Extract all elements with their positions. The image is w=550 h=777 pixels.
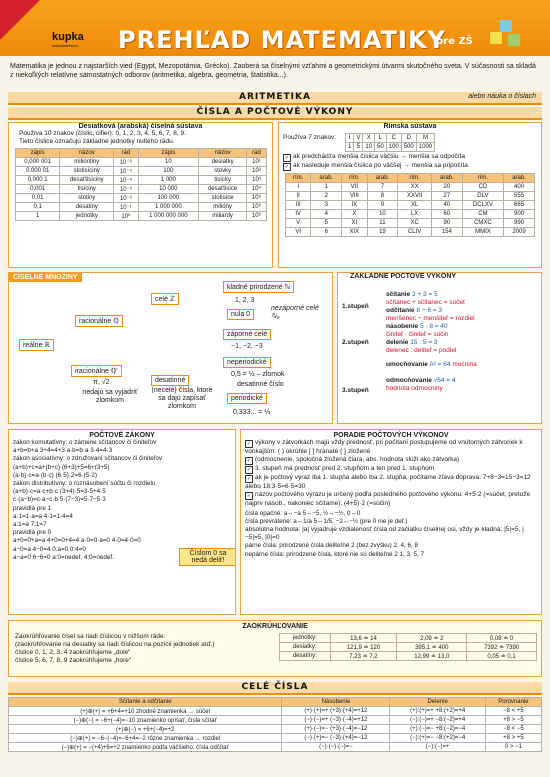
rims-sym-cell: 500: [401, 143, 416, 152]
cele-row: [9, 707, 542, 716]
desiat-cell: 10⁻³: [114, 185, 138, 194]
cele-cell: 0 > −1: [485, 743, 541, 752]
desiatkova-title: Desiatková (arabská) číselná sústava: [78, 123, 203, 130]
zaokr-cell: desatiny:: [280, 652, 331, 661]
desiat-cell: 0,01: [16, 194, 60, 203]
rims-cell: XIX: [342, 228, 367, 237]
rims-cell: 9: [367, 201, 398, 210]
zakon-line: c·(a−b)=c·a−c·b 5·(7−3)=5·7−5·3: [13, 496, 106, 504]
rims-cell: LX: [398, 210, 432, 219]
rims-cell: II: [286, 192, 311, 201]
rims-cell: 7: [367, 183, 398, 192]
cele-row: [9, 725, 542, 734]
cele-cell: (−)·(−)·(−)=−: [282, 743, 390, 752]
rims-cell: VII: [342, 183, 367, 192]
neparne: nepárne čísla: prirodzené čísla, ktoré nie sú deliteľné 2 1, 3, 5, 7: [245, 550, 424, 558]
realne-box: reálne ℝ: [19, 339, 54, 351]
rims-cell: 19: [367, 228, 398, 237]
zaokr-row: [280, 643, 537, 652]
section-cisla: [8, 107, 542, 120]
poradie-line: ✓ ak je počtový výraz iba 1. stupňa alebo iba 2. stupňa, počítame zľava doprava: 7+8−3=15−3=12 alebo 18:3·5=6·5=30: [245, 474, 531, 490]
rims-cell: 11: [367, 219, 398, 228]
rims-cell: 900: [504, 210, 535, 219]
rims-cell: 5: [311, 219, 342, 228]
zakon-line: (a·b)·c=a·(b·c) (6·5)·2=6·(5·2): [13, 471, 97, 479]
zakon-line: zákon komutatívny: o zámene sčítancov či činiteľov: [13, 439, 157, 446]
desatinne-cislo: desatinné číslo: [237, 381, 284, 388]
poradie-line: ✓ 3. stupeň má prednosť pred 2. stupňom a ten pred 1. stupňom: [246, 465, 435, 473]
rims-cell: 6: [311, 228, 342, 237]
cele-cell: −8 < −5: [485, 725, 541, 734]
desiat-cell: 1 000 000: [138, 203, 199, 212]
zaokr-cell: 13,6 ≐ 14: [330, 634, 397, 643]
zaokr-cell: 0,05 ≐ 0,1: [467, 652, 537, 661]
zakladne-title: ZÁKLADNÉ POČTOVÉ VÝKONY: [350, 273, 457, 280]
rims-cell: 2: [311, 192, 342, 201]
rimska-rule1: ✓ ak predchádza menšia číslica väčšiu → menšia sa odpočíta: [284, 153, 465, 161]
kladne-box: kladné prirodzené ℕ: [223, 281, 294, 293]
rims-sym-cell: M: [416, 134, 434, 143]
zaokr-cell: 121,9 ≐ 120: [330, 643, 397, 652]
rims-cell: CLIV: [398, 228, 432, 237]
corner-badge: [0, 0, 40, 40]
rims-cell: 990: [504, 219, 535, 228]
desiat-cell: 0,000 1: [16, 176, 60, 185]
desiat-cell: 10¹: [247, 158, 267, 167]
zakon-line: zákon asociatívny: o združovaní sčítancov či činiteľov: [13, 455, 163, 463]
rims-row: [286, 183, 535, 192]
zakladne-panel: [337, 272, 542, 424]
desiat-cell: jednotky: [60, 212, 114, 221]
desiat-cell: tisícky: [199, 176, 247, 185]
rims-cell: VIII: [342, 192, 367, 201]
rims-cell: XX: [398, 183, 432, 192]
racionalne-box: racionálne ℚ: [75, 315, 123, 327]
zakon-line: a−a=0 6−6=0 a:0=nedef. 4:0=nedef.: [13, 553, 114, 561]
rims-sym-cell: C: [386, 134, 401, 143]
rims-cell: 27: [431, 192, 462, 201]
desiat-cell: 10⁰: [114, 212, 138, 221]
rims-cell: I: [286, 183, 311, 192]
desiat-cell: 10⁻⁴: [114, 176, 138, 185]
rims-cell: 154: [431, 228, 462, 237]
cele-cell: (−)⊕(+) = −6−(−4)=−6+4=−2 rôzne znamienka → rozdiel: [9, 734, 282, 743]
cele-header: Porovnanie: [485, 698, 541, 707]
cele-row: [9, 734, 542, 743]
desiat-header: názov: [199, 149, 247, 158]
desiat-cell: 0,1: [16, 203, 60, 212]
poradie-panel: [240, 429, 542, 615]
rims-cell: XI: [342, 219, 367, 228]
desiat-cell: milióny: [199, 203, 247, 212]
desiat-cell: 10: [138, 158, 199, 167]
cele-header: Sčítanie a odčítanie: [9, 698, 282, 707]
rims-cell: V: [286, 219, 311, 228]
zero-bubble: Číslom 0 sa nedá deliť!: [179, 548, 236, 566]
rims-cell: 4: [311, 210, 342, 219]
desiat-header: zápis: [138, 149, 199, 158]
rimska-rule2: ✓ ak nasleduje menšia číslica po väčšej → menšia sa pripočíta: [284, 162, 468, 170]
desiat-cell: 0,000 01: [16, 167, 60, 176]
zaokr-cell: jednotky:: [280, 634, 331, 643]
rims-cell: XL: [398, 201, 432, 210]
aritmetika-title: ARITMETIKA: [239, 92, 311, 102]
rims-header: arab.: [504, 174, 535, 183]
desiat-cell: 10⁻¹: [114, 203, 138, 212]
desiat-cell: 10⁻⁵: [114, 167, 138, 176]
rimska-table: [285, 173, 535, 237]
neda-text: nedajú sa vyjadriť zlomkom: [82, 389, 138, 404]
rims-cell: 2009: [504, 228, 535, 237]
cele-cell: (−):(−)=+ −8:(−2)=+4: [390, 716, 485, 725]
zaokr-title: ZAOKRÚHĽOVANIE: [242, 623, 308, 630]
zakon-line: (a+b)+c=a+(b+c) (6+3)+5=6+(3+5): [13, 463, 110, 471]
cele-row: [9, 716, 542, 725]
rimska-symbols: [345, 133, 435, 152]
desatinne-box: desatinné: [151, 375, 189, 386]
desiat-row: [16, 203, 267, 212]
cele-cell: (−)·(−)=+ (−3)·(−4)=+12: [282, 716, 390, 725]
zaporne-box: záporné celé: [223, 329, 271, 340]
desiat-cell: milióntiny: [60, 158, 114, 167]
logo-text: kupka: [52, 31, 84, 43]
stupen1: 1.stupeň: [342, 303, 369, 310]
desiat-cell: 10²: [247, 167, 267, 176]
rims-cell: 90: [431, 219, 462, 228]
desiat-row: [16, 194, 267, 203]
desiatkova-table: [15, 148, 267, 221]
rims-header: rím.: [398, 174, 432, 183]
desiat-cell: 0,001: [16, 185, 60, 194]
poradie-line: ✓ názov počtového výrazu je určený podľa posledného počtového výkonu: 4+5·2 (=súčet, pretože najprv násob., nakoniec sčítame); (4+5)·2 (=súčin): [245, 491, 531, 507]
rimska-lead: Používa 7 znakov:: [283, 134, 337, 141]
desiat-row: [16, 158, 267, 167]
desiat-cell: 0,000 001: [16, 158, 60, 167]
desiat-cell: desaťtisíciny: [60, 176, 114, 185]
rims-header: arab.: [311, 174, 342, 183]
rims-cell: 400: [504, 183, 535, 192]
rims-cell: VI: [286, 228, 311, 237]
desiat-cell: 10⁹: [247, 212, 267, 221]
rims-cell: XXVII: [398, 192, 432, 201]
desiat-cell: 10⁶: [247, 203, 267, 212]
rims-cell: III: [286, 201, 311, 210]
prevratene: čísla prevrátené: a↔1/a 5↔1/5, −2↔−½ (pre 0 nie je def.): [245, 518, 408, 526]
desiat-header: názov: [60, 149, 114, 158]
rims-sym-cell: 5: [354, 143, 363, 152]
cele-title: CELÉ ČÍSLA: [241, 682, 309, 692]
rims-header: arab.: [431, 174, 462, 183]
desiat-cell: 1: [16, 212, 60, 221]
zaokr-cell: 7,23 ≐ 7,2: [330, 652, 397, 661]
rims-sym-cell: X: [363, 134, 375, 143]
rims-cell: DCLXV: [462, 201, 503, 210]
rims-cell: MMIX: [462, 228, 503, 237]
desiat-cell: 10⁴: [247, 185, 267, 194]
rims-sym-cell: 10: [363, 143, 375, 152]
opacne: čísla opačné: a↔−a 5↔−5, ½↔−½, 0↔0: [245, 510, 361, 517]
rims-cell: 60: [431, 210, 462, 219]
desiat-cell: 10 000: [138, 185, 199, 194]
rims-sym-cell: I: [346, 134, 354, 143]
rims-cell: 665: [504, 201, 535, 210]
cele-cell: (−):(+)=− −8:(+2)=−4: [390, 734, 485, 743]
poradie-lines: [245, 439, 537, 508]
cele-cell: (+)⊕(−) = +6+(−4)=+2: [9, 725, 282, 734]
desiat-cell: 10⁵: [247, 194, 267, 203]
rims-sym-cell: 50: [375, 143, 387, 152]
desiat-cell: 100: [138, 167, 199, 176]
rims-row: [286, 228, 535, 237]
cele-row: [9, 743, 542, 752]
k123: 1, 2, 3: [235, 297, 255, 304]
zakon-line: pravidlá pre 1: [13, 504, 52, 512]
zakon-line: zákon distributívny: o roznásobení súčtu či rozdielu: [13, 480, 156, 488]
rims-sym-cell: 100: [386, 143, 401, 152]
poradie-line: ✓ výkony v zátvorkách majú vždy prednosť, pri počítaní postupujeme od vnútorných zátvoriek k vonkajším: ( ) okrúhle [ ] hranaté { } zložené: [245, 439, 523, 455]
period-example: 0,333... = ⅓: [233, 409, 271, 416]
cele-cell: (−)·(+)=− (−3)·(+4)=−12: [282, 734, 390, 743]
desiatkova-panel: [8, 122, 273, 268]
rims-sym-cell: 1: [346, 143, 354, 152]
cele-cell: −8 < +5: [485, 707, 541, 716]
cele-cell: +8 > −5: [485, 716, 541, 725]
rims-cell: 20: [431, 183, 462, 192]
cele-box: celé ℤ: [151, 293, 179, 305]
logo: [52, 31, 84, 48]
zaokr-cell: 0,08 ≐ 0: [467, 634, 537, 643]
rims-sym-row: [346, 143, 435, 152]
cele-cell: (+)⊕(+) = +6+4=+10 zhodné znamienka → súčet: [9, 707, 282, 716]
page-title: PREHĽAD MATEMATIKY: [118, 26, 446, 54]
zakony-lines: [13, 439, 231, 562]
zakon-line: a·1=1·a=a 4·1=1·4=4: [13, 512, 73, 520]
rims-header: rím.: [286, 174, 311, 183]
zaokr-cell: 7392 ≐ 7390: [467, 643, 537, 652]
rims-cell: IV: [286, 210, 311, 219]
rims-row: [286, 201, 535, 210]
desiat-header: zápis: [16, 149, 60, 158]
zaokr-table: [279, 633, 537, 661]
cisla-title: ČÍSLA A POČTOVÉ VÝKONY: [196, 107, 354, 117]
desiat-row: [16, 176, 267, 185]
section-aritmetika: [8, 92, 542, 105]
desiat-cell: stotisíciny: [60, 167, 114, 176]
rims-cell: X: [342, 210, 367, 219]
rims-cell: CM: [462, 210, 503, 219]
rims-cell: 10: [367, 210, 398, 219]
rims-header: arab.: [367, 174, 398, 183]
rims-cell: CD: [462, 183, 503, 192]
cele-cell: (+)·(+)=+ (+3)·(+4)=+12: [282, 707, 390, 716]
stupen2: 2.stupeň: [342, 339, 369, 346]
desiat-cell: 1 000: [138, 176, 199, 185]
desiat-cell: 1 000 000 000: [138, 212, 199, 221]
desiat-row: [16, 212, 267, 221]
rimska-title: Rímska sústava: [383, 123, 437, 130]
zaokr-cell: 395,1 ≐ 400: [397, 643, 467, 652]
mnoziny-panel: [8, 272, 333, 424]
rims-sym-cell: 1000: [416, 143, 434, 152]
cele-table: [8, 697, 542, 752]
desatinne-note: (necelé) čísla, ktoré sa dajú zapísať zlomkom: [151, 387, 213, 410]
zaokr-cell: 2,09 ≐ 2: [397, 634, 467, 643]
desiat-header: rád: [114, 149, 138, 158]
mnoziny-title: ČÍSELNÉ MNOŽINY: [9, 273, 82, 282]
desiat-cell: stotisíce: [199, 194, 247, 203]
zakon-line: a+0=0+a=a 4+0=0+4=4 a·0=0·a=0 4·0=4·0=0: [13, 537, 141, 545]
pi-text: π, √2: [93, 379, 110, 386]
zaokr-cell: 12,99 ≐ 13,0: [397, 652, 467, 661]
zakony-title: POČTOVÉ ZÁKONY: [89, 432, 155, 439]
zakon-line: a+b=b+a 3+4=4+3 a·b=b·a 3·4=4·3: [13, 447, 113, 455]
desiat-cell: desatiny: [60, 203, 114, 212]
poradie-line: ✓ (odmocnenie, spoločná zložená čiara, abs. hodnota slúži ako zátvorka): [246, 456, 460, 464]
zakony-panel: [8, 429, 236, 615]
cele-cell: (+):(+)=+ +8:(+2)=+4: [390, 707, 485, 716]
rims-header: rím.: [342, 174, 367, 183]
zakladne-list: sčítanie 2 + 3 = 5 sčítanec + sčítanec = súčet odčítanie 8 − 6 = 3 menšenec − menšiteľ = rozdiel násobenie 5 · 8 = 40 činiteľ · činiteľ = súčin delenie 15 : 5 = 3 delenec : deliteľ = podiel umocňovanie A² = 64 mocnina odmocňovanie √64 = 4 hodnota odmocniny: [386, 291, 477, 392]
desiat-cell: 10³: [247, 176, 267, 185]
cele-cell: (−)⊕(−) = −6+(−4)=−10 znamienko opíšať, čísla sčítať: [9, 716, 282, 725]
rims-cell: 1: [311, 183, 342, 192]
rims-cell: IX: [342, 201, 367, 210]
desiatkova-line2: Tieto číslice označujú základné jednotky nultého rádu.: [19, 138, 175, 145]
zaokr-cell: desiatky:: [280, 643, 331, 652]
zaokr-row: [280, 634, 537, 643]
cele-header: Násobenie: [282, 698, 390, 707]
header: [0, 0, 550, 56]
section-cele: [8, 682, 542, 695]
zaporne-values: −1, −2, −3: [231, 343, 263, 350]
poradie-title: PORADIE POČTOVÝCH VÝKONOV: [333, 432, 449, 439]
cele-cell: +8 > +5: [485, 734, 541, 743]
desiatkova-line1: Používa 10 znakov (číslic, cifier): 0, 1, 2, 3, 4, 5, 6, 7, 8, 9.: [19, 130, 186, 137]
desiat-cell: tisíciny: [60, 185, 114, 194]
desiat-cell: stotiny: [60, 194, 114, 203]
cubes-icon: [488, 18, 524, 52]
rims-row: [286, 210, 535, 219]
rims-header: rím.: [462, 174, 503, 183]
cele-cell: (+)·(−)=− (+3)·(−4)=−12: [282, 725, 390, 734]
zakon-line: a:1=a 7:1=7: [13, 521, 47, 529]
desiat-row: [16, 167, 267, 176]
cele-cell: (+):(−)=− +8:(−2)=−4: [390, 725, 485, 734]
zaokr-text: Zaokrúhľovanie čísel sa riadi číslicou v nižšom ráde: (zaokrúhľovanie na desiatky sa riadi číslicou na pozícii jednotiek atď.) číslice 0, 1, 2, 3, 4 zaokrúhľujeme „dole“ číslice 5, 6, 7, 8, 9 zaokrúhľujeme „hore“: [15, 633, 215, 664]
nezaporne: nezáporné celé ℕ₀: [271, 305, 319, 320]
desiat-cell: 10⁻²: [114, 194, 138, 203]
rims-cell: 555: [504, 192, 535, 201]
zaokr-row: [280, 652, 537, 661]
rimska-panel: [278, 122, 542, 268]
iracionalne-box: iracionálne ℚ': [71, 365, 122, 377]
cele-cell: (−)⊕(+) = −(+4)+6=+2 znamienko podľa väčšieho, čísla odčítať: [9, 743, 282, 752]
rims-cell: 8: [367, 192, 398, 201]
desiat-cell: desaťtisíce: [199, 185, 247, 194]
rims-sym-cell: L: [375, 134, 387, 143]
zakon-line: (a+b)·c=a·c+b·c (3+4)·5=3·5+4·5: [13, 488, 106, 496]
rims-row: [286, 192, 535, 201]
cele-cell: (−):(−)=+: [390, 743, 485, 752]
intro-text: Matematika je jednou z najstarších vied (Egypt, Mezopotámia, Grécko). Zaoberá sa číselnými vzťahmi a geometrickými útvarmi skutočného sveta. V súčasnosti sa skladá z niekoľkých relatívne samostatných odborov (aritmetika, algebra, geometria, štatistika...).: [10, 63, 536, 79]
desiat-header: rád: [247, 149, 267, 158]
stupen3: 3.stupeň: [342, 387, 369, 394]
page-subtitle: pre ZŠ: [436, 36, 473, 47]
absolutna: absolútna hodnota: |a| vyjadruje vzdialenosť čísla od začiatku číselnej osi, vždy je kladná: |5|=5, |−5|=5, |0|=0: [245, 526, 524, 542]
desiat-cell: desiatky: [199, 158, 247, 167]
nula-box: nula 0: [227, 309, 254, 320]
parne: párne čísla: prirodzené čísla deliteľné 2 (bez zvyšku) 2, 4, 6, 8: [245, 542, 418, 550]
neperiodicke-box: neperiodické: [223, 357, 271, 368]
rims-cell: DLV: [462, 192, 503, 201]
desiat-cell: miliardy: [199, 212, 247, 221]
cele-header: Delenie: [390, 698, 485, 707]
zakon-line: a−0=a 4−0=4 0:a=0 0:4=0: [13, 545, 86, 553]
rims-sym-cell: V: [354, 134, 363, 143]
desiat-row: [16, 185, 267, 194]
logo-sub: nakladateľstvo: [52, 43, 78, 48]
rims-cell: 40: [431, 201, 462, 210]
rims-sym-cell: D: [401, 134, 416, 143]
neper-example: 0,5 = ½ – zlomok: [231, 371, 285, 378]
rims-sym-row: [346, 134, 435, 143]
rims-cell: 3: [311, 201, 342, 210]
aritmetika-note: alebo náuka o číslach: [468, 93, 536, 100]
desiat-cell: stovky: [199, 167, 247, 176]
desiat-cell: 100 000: [138, 194, 199, 203]
rims-cell: CMXC: [462, 219, 503, 228]
desiat-cell: 10⁻⁶: [114, 158, 138, 167]
periodicke-box: periodické: [227, 393, 267, 404]
rims-row: [286, 219, 535, 228]
zakon-line: pravidlá pre 0: [13, 529, 52, 537]
rims-cell: XC: [398, 219, 432, 228]
zaokr-panel: [8, 620, 542, 677]
